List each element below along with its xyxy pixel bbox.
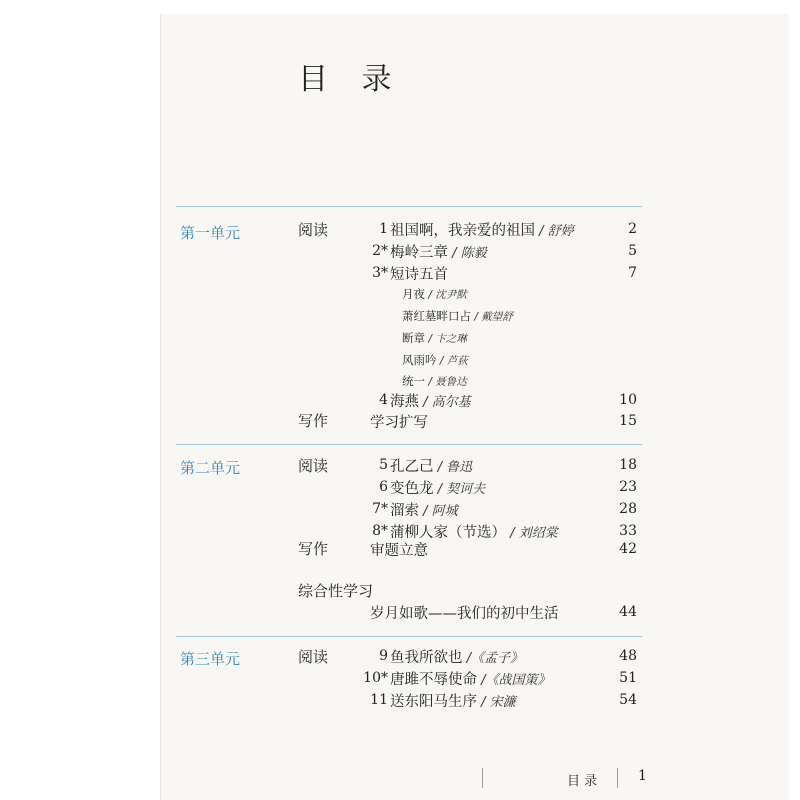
entry-number: 2* (372, 243, 388, 259)
entry-page: 44 (619, 604, 637, 620)
page-number: 1 (638, 768, 647, 784)
category-reading: 阅读 (298, 221, 329, 239)
entry-title[interactable]: 海燕 / 高尔基 (390, 394, 471, 410)
entry-author: / 高尔基 (419, 395, 471, 410)
entry-number: 8* (372, 523, 388, 539)
category-writing: 写作 (298, 412, 329, 430)
footer-divider (617, 768, 618, 788)
entry-author: / 陈毅 (448, 246, 487, 261)
unit-divider (176, 636, 642, 637)
entry-author: /《孟子》 (462, 651, 524, 666)
entry-author: / 宋濂 (477, 695, 516, 710)
category-comprehensive: 综合性学习 (298, 582, 374, 600)
entry-number: 4 (379, 392, 388, 408)
entry-author: / 阿城 (419, 504, 458, 519)
entry-title[interactable]: 孔乙己 / 鲁迅 (390, 459, 473, 475)
entry-author: / 鲁迅 (433, 460, 473, 475)
entry-title[interactable]: 审题立意 (370, 543, 428, 559)
poem-author: / 聂鲁达 (425, 376, 467, 388)
entry-number: 10* (363, 670, 388, 686)
entry-page: 33 (619, 523, 637, 539)
entry-title[interactable]: 唐雎不辱使命 /《战国策》 (390, 672, 551, 688)
poem-title[interactable]: 风雨吟 / 芦荻 (402, 353, 468, 367)
entry-title[interactable]: 祖国啊，我亲爱的祖国 / 舒婷 (390, 223, 574, 239)
entry-page: 7 (628, 265, 637, 281)
poem-author: / 戴望舒 (471, 311, 513, 323)
entry-title[interactable]: 学习扩写 (370, 415, 428, 431)
entry-author: /《战国策》 (477, 673, 551, 688)
entry-title[interactable]: 溜索 / 阿城 (390, 503, 458, 519)
entry-title[interactable]: 鱼我所欲也 /《孟子》 (390, 650, 524, 666)
entry-number: 3* (372, 265, 388, 281)
entry-number: 1 (379, 221, 388, 237)
unit-divider (176, 206, 642, 207)
entry-page: 10 (619, 392, 637, 408)
entry-page: 15 (619, 413, 637, 429)
footer-label: 目 录 (567, 774, 598, 789)
entry-author: / 契诃夫 (433, 482, 486, 497)
unit-divider (176, 444, 642, 445)
entry-title[interactable]: 岁月如歌——我们的初中生活 (370, 606, 559, 622)
category-reading: 阅读 (298, 457, 329, 475)
entry-number: 5 (379, 457, 388, 473)
entry-page: 28 (619, 501, 637, 517)
unit-label: 第一单元 (180, 224, 241, 242)
entry-title[interactable]: 送东阳马生序 / 宋濂 (390, 694, 516, 710)
entry-page: 54 (619, 692, 637, 708)
entry-title[interactable]: 变色龙 / 契诃夫 (390, 481, 486, 497)
category-writing: 写作 (298, 540, 329, 558)
footer-divider (482, 768, 483, 788)
entry-page: 5 (628, 243, 637, 259)
entry-number: 9 (379, 648, 388, 664)
poem-title[interactable]: 萧红墓畔口占 / 戴望舒 (402, 309, 513, 323)
unit-label: 第三单元 (180, 650, 241, 668)
entry-page: 51 (619, 670, 637, 686)
poem-title[interactable]: 断章 / 卞之琳 (402, 331, 467, 345)
entry-title[interactable]: 梅岭三章 / 陈毅 (390, 245, 487, 261)
category-reading: 阅读 (298, 648, 329, 666)
entry-number: 7* (372, 501, 388, 517)
poem-title[interactable]: 统一 / 聂鲁达 (402, 374, 467, 388)
entry-page: 18 (619, 457, 637, 473)
entry-number: 11 (370, 692, 388, 708)
entry-title[interactable]: 短诗五首 (390, 267, 448, 283)
entry-page: 2 (628, 221, 637, 237)
entry-page: 48 (619, 648, 637, 664)
poem-author: / 芦荻 (436, 355, 468, 367)
entry-number: 6 (379, 479, 388, 495)
poem-author: / 沈尹默 (425, 289, 467, 301)
entry-author: / 刘绍棠 (506, 526, 558, 541)
poem-title[interactable]: 月夜 / 沈尹默 (402, 287, 467, 301)
unit-label: 第二单元 (180, 459, 241, 477)
entry-title[interactable]: 蒲柳人家（节选） / 刘绍棠 (390, 525, 558, 541)
entry-page: 23 (619, 479, 637, 495)
entry-page: 42 (619, 541, 637, 557)
poem-author: / 卞之琳 (425, 333, 467, 345)
entry-author: / 舒婷 (535, 224, 574, 239)
page-title: 目 录 (298, 62, 404, 97)
